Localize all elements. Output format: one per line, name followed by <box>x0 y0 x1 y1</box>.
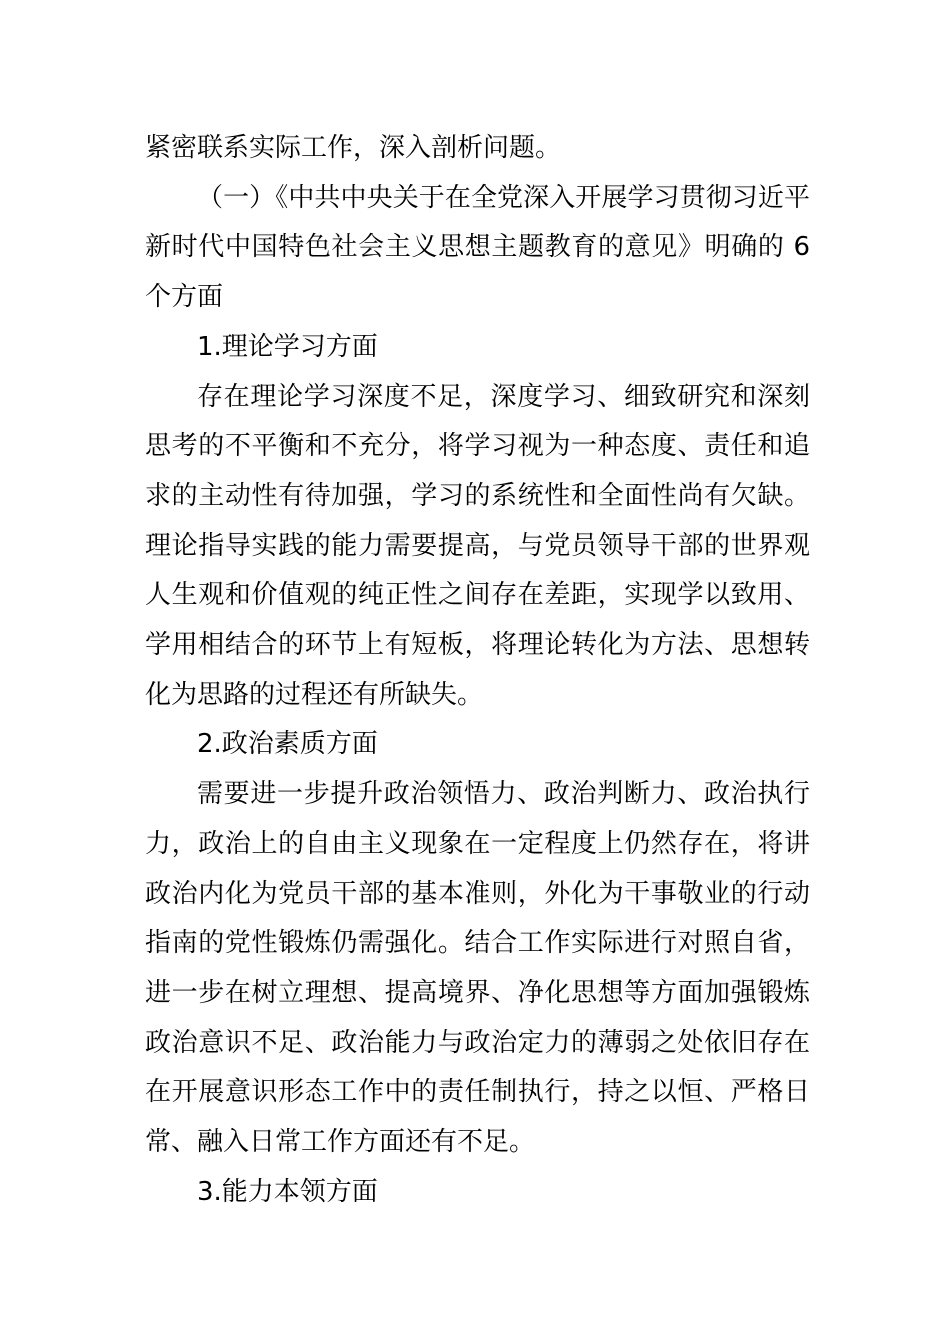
paragraph-political-quality: 需要进一步提升政治领悟力、政治判断力、政治执行力，政治上的自由主义现象在一定程度上仍然存在，将讲政治内化为党员干部的基本准则，外化为干事敬业的行动指南的党性锻炼仍需强化。结合工作实际进行对照自省，进一步在树立理想、提高境界、净化思想等方面加强锻炼政治意识不足、政治能力与政治定力的薄弱之处依旧存在在开展意识形态工作中的责任制执行，持之以恒、严格日常、融入日常工作方面还有不足。 <box>145 779 810 1158</box>
section-heading-1: （一）《中共中央关于在全党深入开展学习贯彻习近平新时代中国特色社会主义思想主题教育的意见》明确的 6 个方面 <box>145 182 810 313</box>
subheading-political-quality: 2.政治素质方面 <box>197 729 378 760</box>
paragraph-theory-study: 存在理论学习深度不足，深度学习、细致研究和深刻思考的不平衡和不充分，将学习视为一种态度、责任和追求的主动性有待加强，学习的系统性和全面性尚有欠缺。理论指导实践的能力需要提高，与党员领导干部的世界观人生观和价值观的纯正性之间存在差距，实现学以致用、学用相结合的环节上有短板，将理论转化为方法、思想转化为思路的过程还有所缺失。 <box>145 381 810 710</box>
subheading-ability: 3.能力本领方面 <box>197 1176 378 1207</box>
paragraph-intro: 紧密联系实际工作，深入剖析问题。 <box>145 133 562 163</box>
subheading-theory-study: 1.理论学习方面 <box>197 331 378 362</box>
document-body <box>145 124 810 1217</box>
